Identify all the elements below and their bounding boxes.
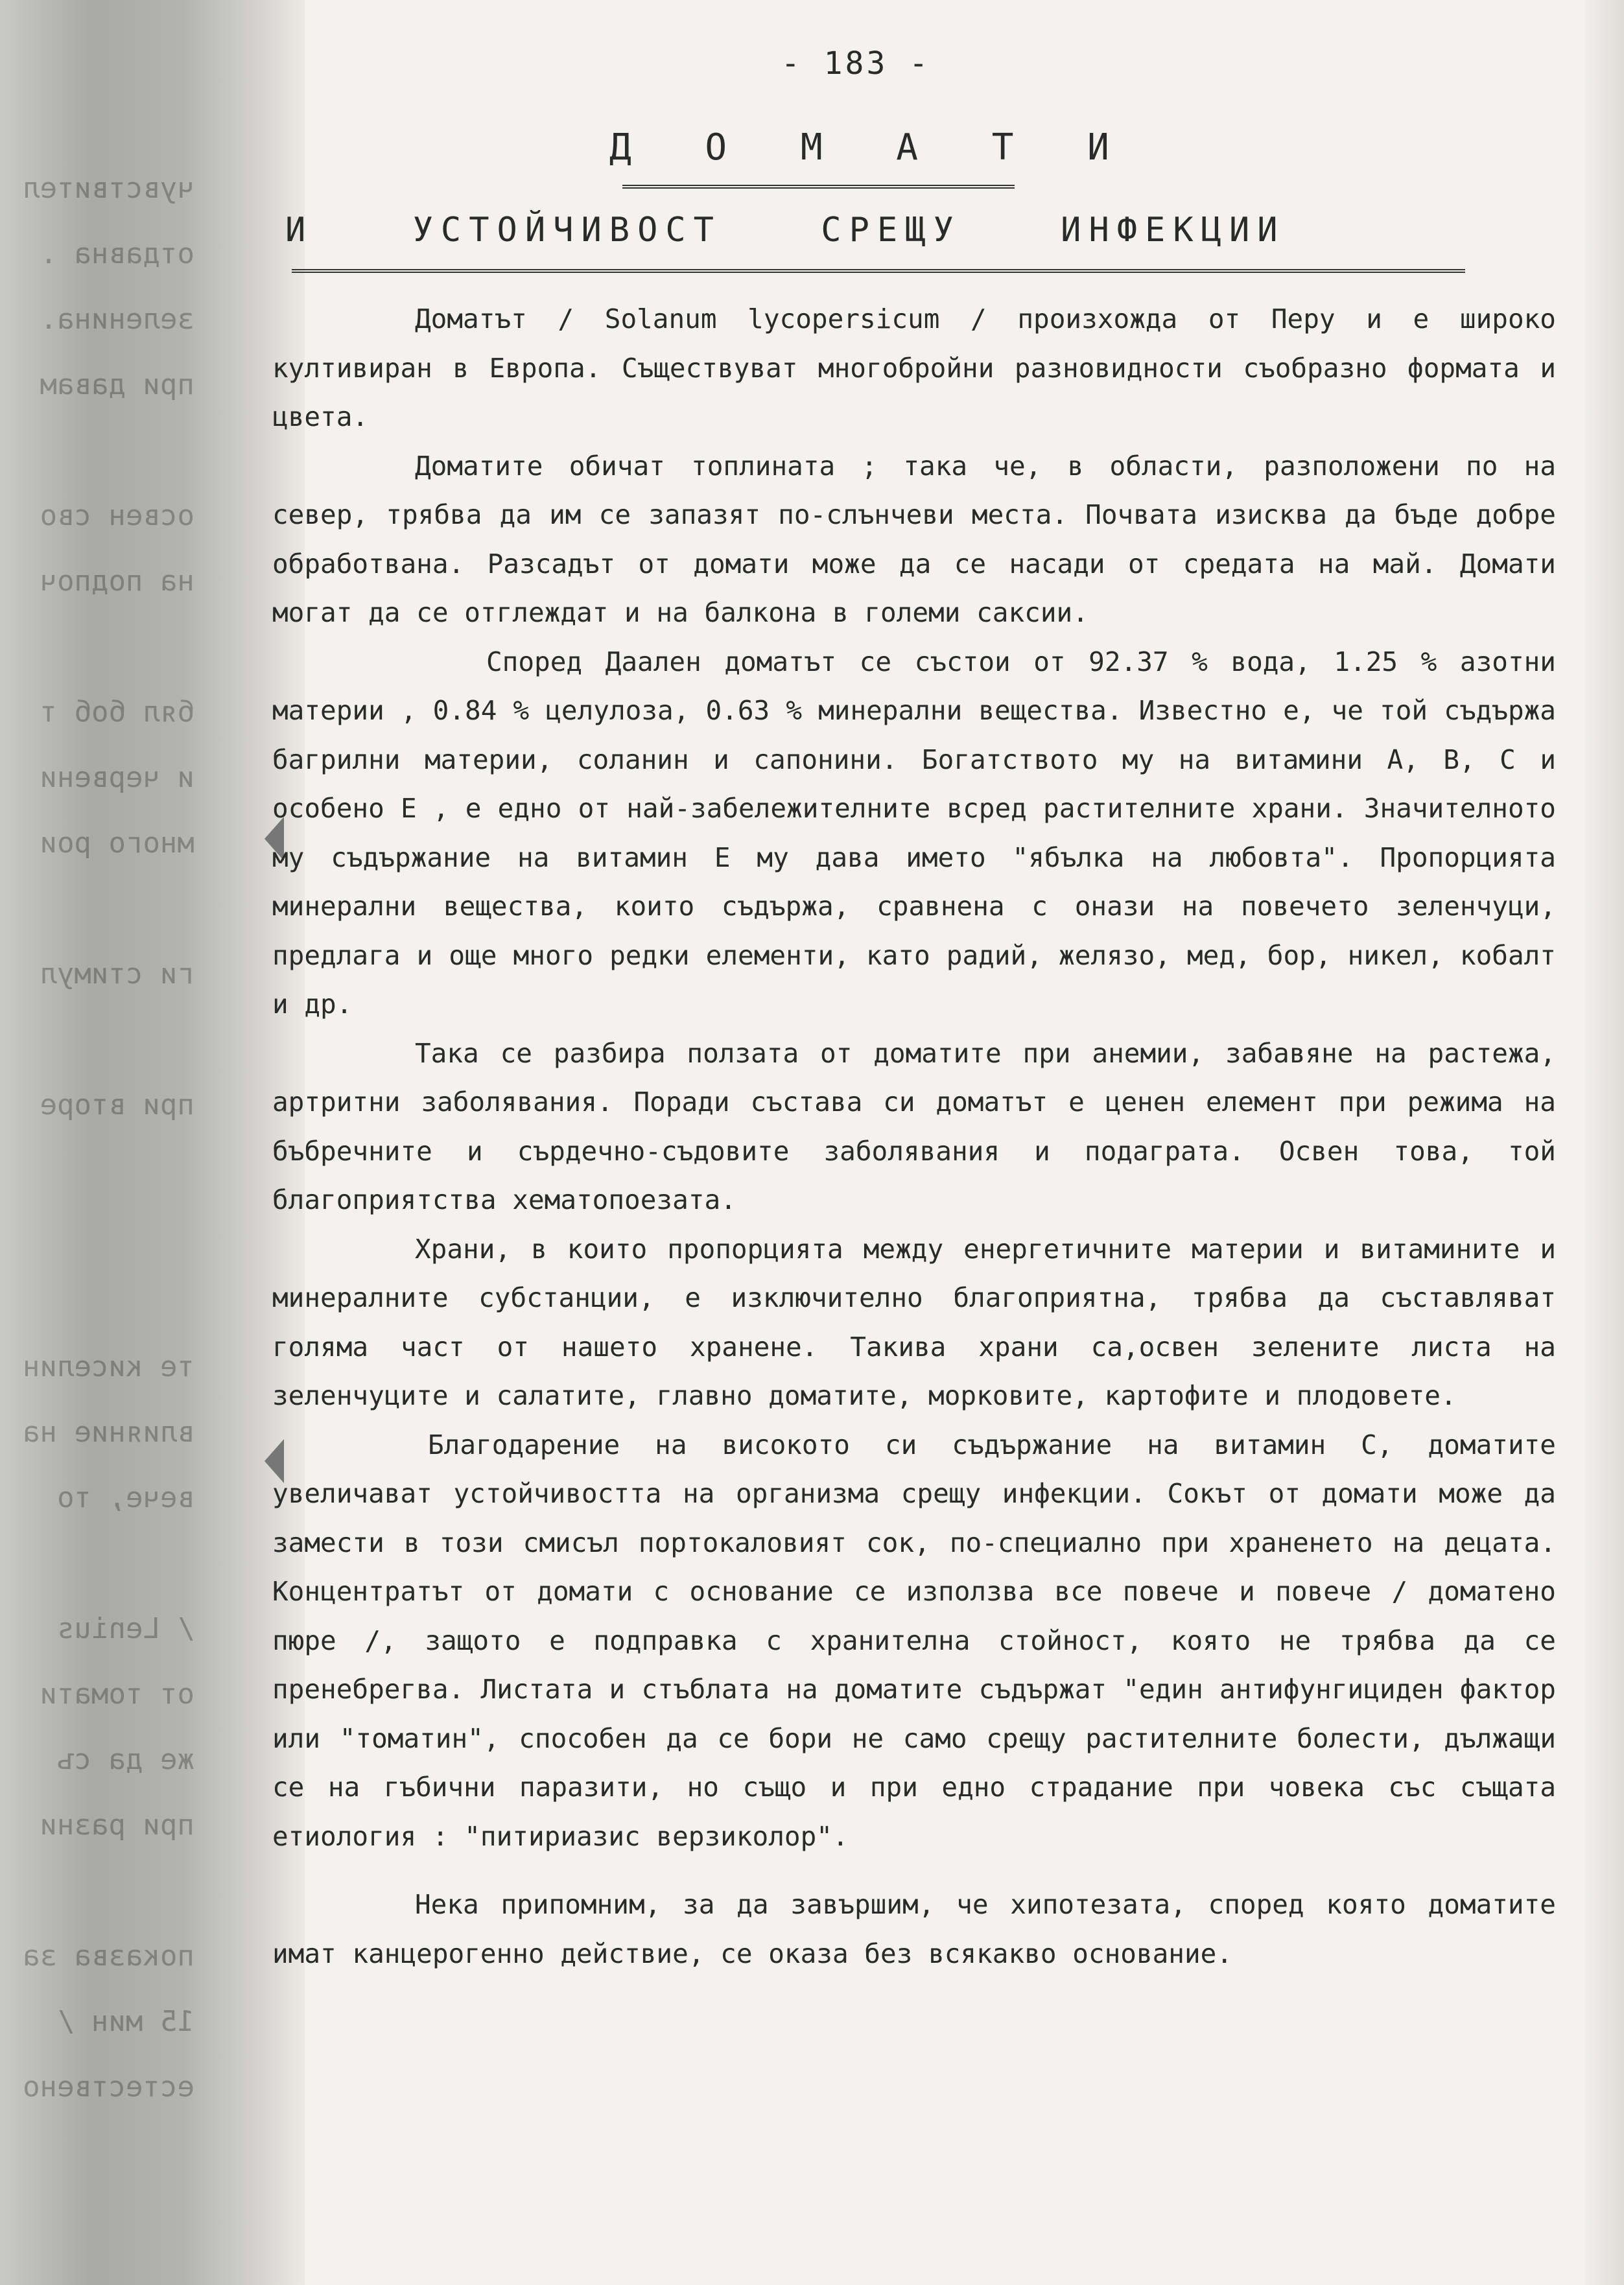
paragraph-vitamin-c: Благодарение на високото си съдържание на витамин С, доматите увеличават устойчивостта на организма срещу инфекции. Сокът от домати може да замести в този смисъл портокаловият сок, по-специално при храненето на децата. Концентратът от домати с основание се използва все повече и повече / доматено пюре /, защото е подправка с хранителна стойност, която не трябва да се пренебрегва. Листата и стъблата на доматите съдържат "един антифунгициден фактор или "томатин", способен да се бори не само срещу растителните болести, дължащи се на гъбични паразити, но също и при едно страдание при човека със същата етиология : "питириазис верзиколор".: [272, 1429, 1556, 1852]
bleed-through-line: [0, 417, 194, 483]
bleed-through-line: на подпоч: [40, 565, 194, 598]
bleed-through-line: [0, 1858, 194, 1923]
bleed-through-line: те киселин: [23, 1350, 194, 1383]
paragraph-origin: Доматът / Solanum lycopersicum / произхожда от Перу и е широко култивиран в Европа. Съществуват многобройни разновидности съобразно формата и цвета.: [272, 303, 1556, 432]
bleed-through-line: [0, 1269, 194, 1334]
subtitle-underline: [292, 269, 1465, 273]
bleed-through-line: [0, 1138, 194, 1203]
bleed-through-line: освен сво: [40, 499, 194, 532]
bleed-through-line: вече, то: [57, 1481, 194, 1514]
bleed-through-line: при разни: [40, 1809, 194, 1842]
paragraph-health-benefits: Така се разбира ползата от доматите при анемии, забавяне на растежа, артритни заболявания. Поради състава си доматът е ценен елемент при режима на бъбречните и сърдечно-съдовите заболявания и подаграта. Освен това, той благоприятства хематопоезата.: [272, 1037, 1556, 1215]
bleed-through-line: / Lenius: [57, 1612, 194, 1645]
article-body: [272, 295, 1556, 1978]
bleed-through-line: ги стимул: [40, 957, 194, 990]
title-domati: Д О М А Т И: [609, 126, 1135, 169]
page-number: - 183 -: [781, 45, 931, 82]
paragraph-composition: Според Даален доматът се състои от 92.37 % вода, 1.25 % азотни материи , 0.84 % целулоза, 0.63 % минерални вещества. Известно е, че той съдържа багрилни материи, соланин и сапонини. Богатството му на витамини А, В, С и особено Е , е едно от най-забележителните всред растителните храни. Значителното му съдържание на витамин Е му дава името "ябълка на любовта". Пропорцията минерални вещества, които съдържа, сравнена с онази на повечето зеленчуци, предлага и още много редки елементи, като радий, желязо, мед, бор, никел, кобалт и др.: [272, 646, 1556, 1020]
bleed-through-line: же да съ: [57, 1743, 194, 1776]
bleed-through-line: [0, 614, 194, 679]
subtitle-resistance: И УСТОЙЧИВОСТ СРЕЩУ ИНФЕКЦИИ: [285, 211, 1286, 250]
bleed-through-line: влияние на: [23, 1416, 194, 1449]
bleed-through-line: зеленина.: [40, 303, 194, 336]
paragraph-cultivation: Доматите обичат топлината ; така че, в области, разположени по на север, трябва да им се запазят по-слънчеви места. Почвата изисква да бъде добре обработвана. Разсадът от домати може да се насади от средата на май. Домати могат да се отглеждат и на балкона в големи саксии.: [272, 450, 1556, 628]
bleed-through-line: естествено: [23, 2070, 194, 2103]
bleed-through-line: чувствител: [23, 172, 194, 205]
bleed-through-line: при давам: [40, 368, 194, 401]
bleed-through-text: [0, 156, 194, 2103]
bleed-through-line: показва за: [23, 1939, 194, 1973]
bleed-through-line: отдавна .: [40, 237, 194, 270]
bleed-through-line: много рои: [40, 826, 194, 860]
bleed-through-line: при вторе: [40, 1088, 194, 1121]
bleed-through-line: от томати: [40, 1678, 194, 1711]
bleed-through-line: [0, 1203, 194, 1269]
bleed-through-line: [0, 1007, 194, 1072]
paragraph-conclusion: Нека припомним, за да завършим, че хипотезата, според която доматите имат канцерогенно действие, се оказа без всякакво основание.: [272, 1889, 1556, 1969]
bleed-through-line: бял боб т: [40, 696, 194, 729]
bleed-through-line: [0, 876, 194, 941]
bleed-through-line: и червени: [40, 761, 194, 794]
page-edge: [1585, 0, 1624, 2285]
paragraph-nutrition: Храни, в които пропорцията между енергетичните материи и витамините и минералните субстанции, е изключително благоприятна, трябва да съставляват голяма част от нашето хранене. Такива храни са,освен зелените листа на зеленчуците и салатите, главно доматите, морковите, картофите и плодовете.: [272, 1233, 1556, 1411]
bleed-through-line: [0, 1530, 194, 1596]
bleed-through-line: 15 мин /: [57, 2005, 194, 2038]
title-underline: [622, 185, 1015, 189]
